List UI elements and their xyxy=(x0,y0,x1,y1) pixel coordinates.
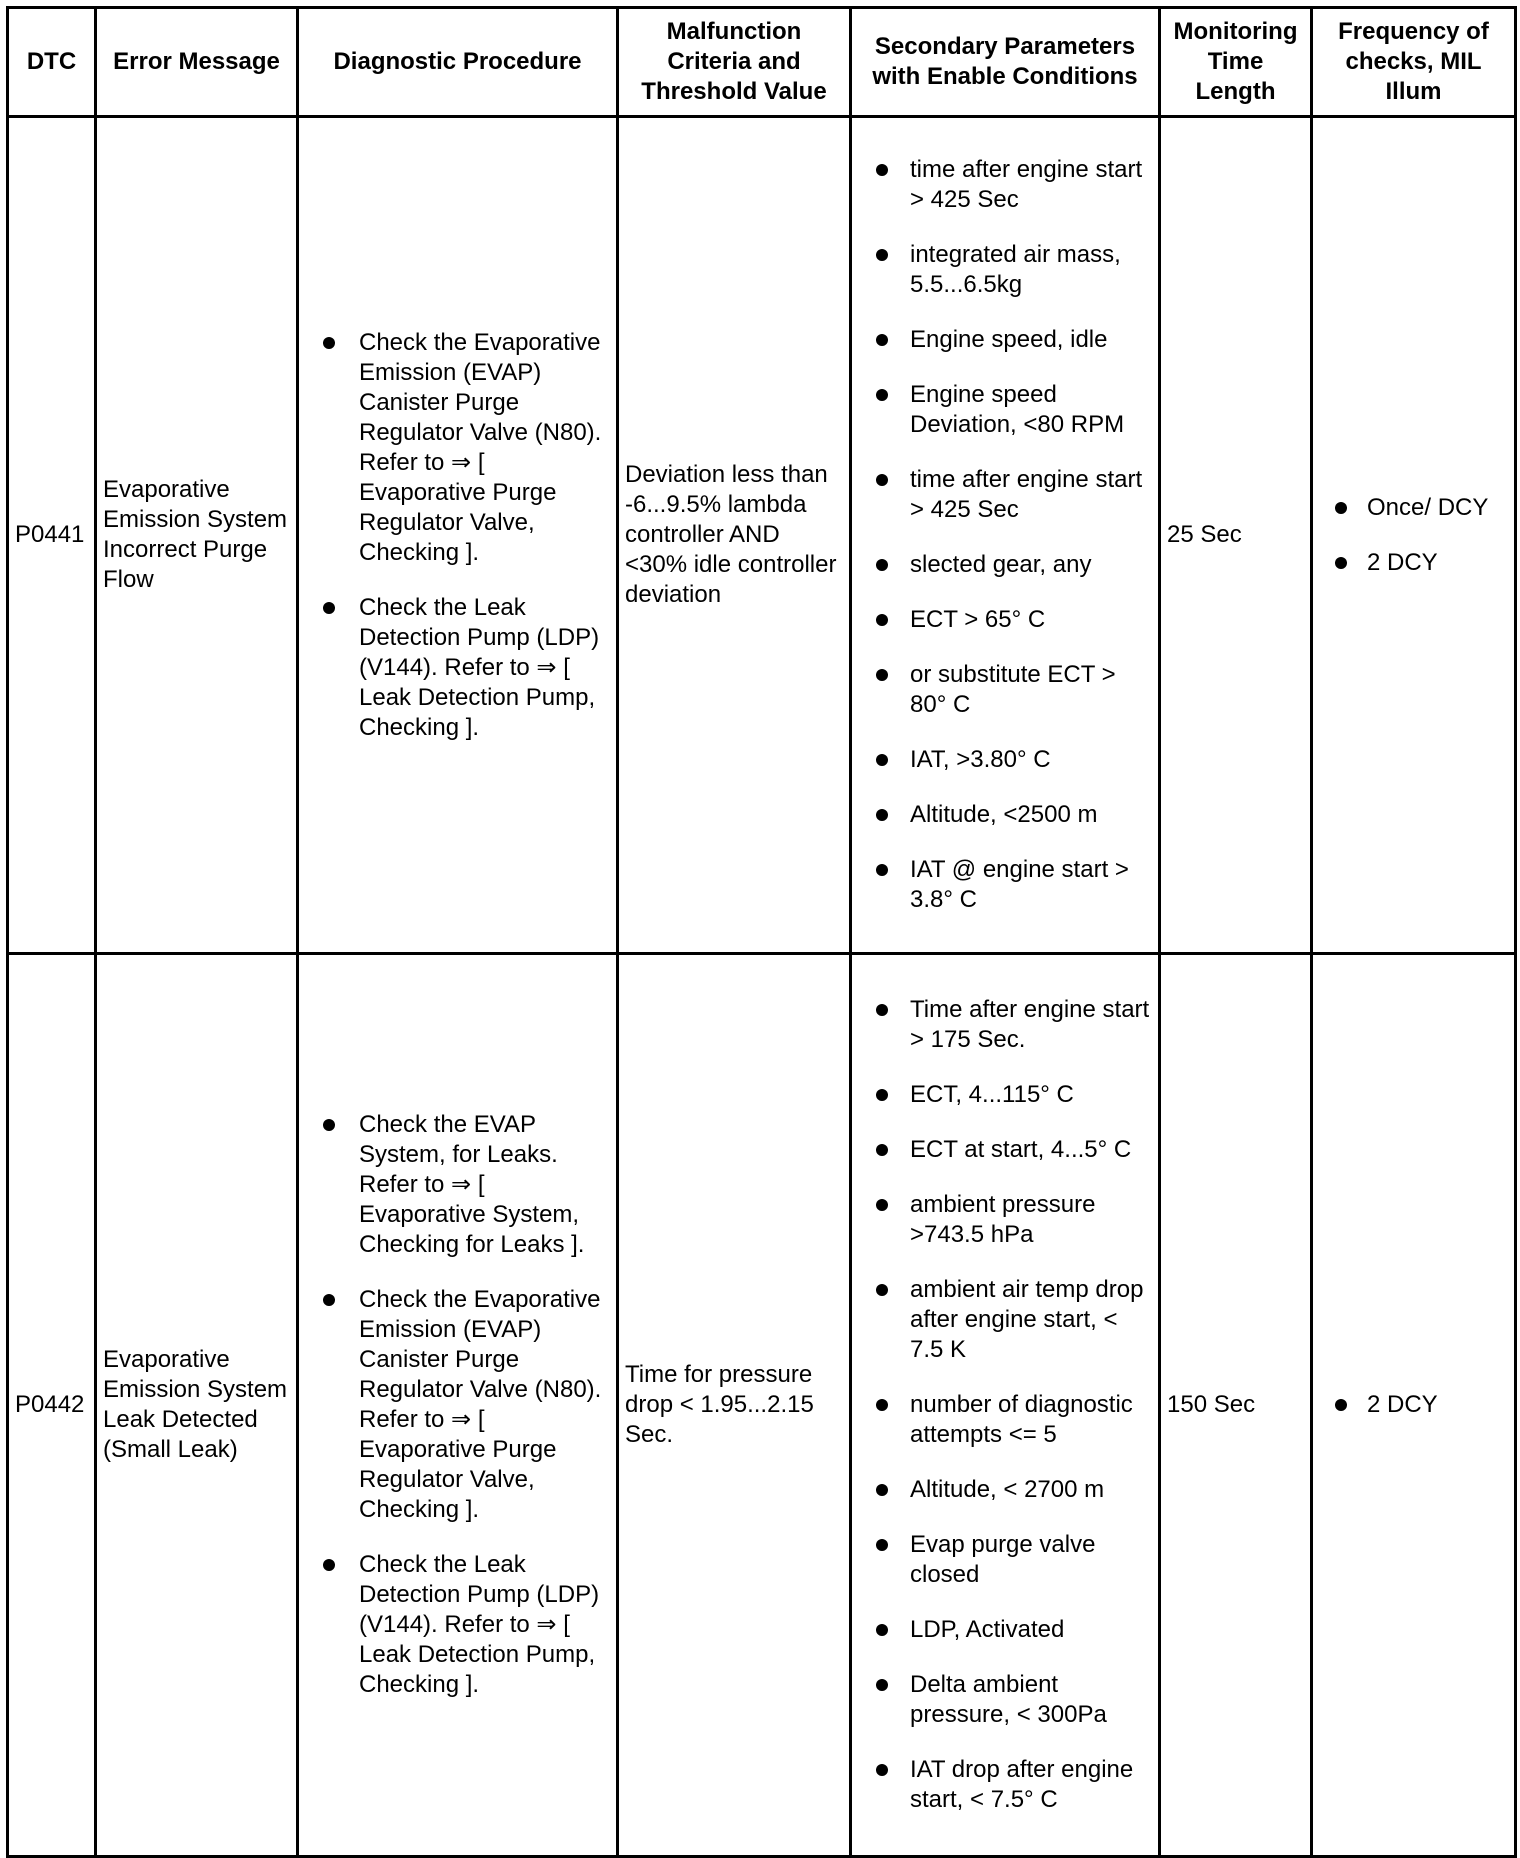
secondary-parameter-list xyxy=(858,995,1152,1815)
frequency-item: 2 DCY xyxy=(1331,548,1508,578)
header-frequency: Frequency of checks, MIL Illum xyxy=(1312,8,1516,117)
dtc-table xyxy=(6,6,1517,1858)
secondary-parameter: IAT drop after engine start, < 7.5° C xyxy=(872,1755,1152,1815)
secondary-parameter: Time after engine start > 175 Sec. xyxy=(872,995,1152,1055)
header-error-message: Error Message xyxy=(96,8,298,117)
frequency-item: Once/ DCY xyxy=(1331,493,1508,523)
secondary-parameter: ambient pressure >743.5 hPa xyxy=(872,1190,1152,1250)
document-page xyxy=(6,6,1514,1824)
secondary-parameter: time after engine start > 425 Sec xyxy=(872,465,1152,525)
monitoring-time: 25 Sec xyxy=(1160,117,1312,954)
procedure-item: Check the Leak Detection Pump (LDP) (V144). Refer to ⇒ [ Leak Detection Pump, Checking ]. xyxy=(319,593,610,743)
secondary-parameter: slected gear, any xyxy=(872,550,1152,580)
secondary-parameter: ECT > 65° C xyxy=(872,605,1152,635)
secondary-parameters-cell xyxy=(851,117,1160,954)
procedure-item: Check the Evaporative Emission (EVAP) Canister Purge Regulator Valve (N80). Refer to ⇒ [ Evaporative Purge Regulator Valve, Checking ]. xyxy=(319,1285,610,1525)
secondary-parameter-list xyxy=(858,155,1152,915)
secondary-parameter: LDP, Activated xyxy=(872,1615,1152,1645)
secondary-parameter: IAT @ engine start > 3.8° C xyxy=(872,855,1152,915)
diagnostic-procedure-cell xyxy=(298,117,618,954)
dtc-code: P0441 xyxy=(8,117,96,954)
header-malfunction-criteria: Malfunction Criteria and Threshold Value xyxy=(618,8,851,117)
secondary-parameters-cell xyxy=(851,954,1160,1857)
procedure-item: Check the Evaporative Emission (EVAP) Canister Purge Regulator Valve (N80). Refer to ⇒ [ Evaporative Purge Regulator Valve, Checking ]. xyxy=(319,328,610,568)
secondary-parameter: Altitude, < 2700 m xyxy=(872,1475,1152,1505)
malfunction-criteria: Deviation less than -6...9.5% lambda controller AND <30% idle controller deviation xyxy=(618,117,851,954)
table-header-row xyxy=(8,8,1516,117)
secondary-parameter: Engine speed, idle xyxy=(872,325,1152,355)
secondary-parameter: number of diagnostic attempts <= 5 xyxy=(872,1390,1152,1450)
frequency-item: 2 DCY xyxy=(1331,1390,1508,1420)
secondary-parameter: Evap purge valve closed xyxy=(872,1530,1152,1590)
header-diagnostic-procedure: Diagnostic Procedure xyxy=(298,8,618,117)
table-row xyxy=(8,954,1516,1857)
secondary-parameter: IAT, >3.80° C xyxy=(872,745,1152,775)
procedure-list xyxy=(305,1110,610,1700)
error-message: Evaporative Emission System Leak Detected (Small Leak) xyxy=(96,954,298,1857)
malfunction-criteria: Time for pressure drop < 1.95...2.15 Sec. xyxy=(618,954,851,1857)
procedure-list xyxy=(305,328,610,743)
monitoring-time: 150 Sec xyxy=(1160,954,1312,1857)
frequency-list xyxy=(1319,1390,1508,1420)
frequency-cell xyxy=(1312,954,1516,1857)
header-secondary-parameters: Secondary Parameters with Enable Conditions xyxy=(851,8,1160,117)
secondary-parameter: Delta ambient pressure, < 300Pa xyxy=(872,1670,1152,1730)
secondary-parameter: integrated air mass, 5.5...6.5kg xyxy=(872,240,1152,300)
secondary-parameter: Engine speed Deviation, <80 RPM xyxy=(872,380,1152,440)
header-dtc: DTC xyxy=(8,8,96,117)
error-message: Evaporative Emission System Incorrect Purge Flow xyxy=(96,117,298,954)
procedure-item: Check the Leak Detection Pump (LDP) (V144). Refer to ⇒ [ Leak Detection Pump, Checking ]. xyxy=(319,1550,610,1700)
secondary-parameter: ECT, 4...115° C xyxy=(872,1080,1152,1110)
secondary-parameter: or substitute ECT > 80° C xyxy=(872,660,1152,720)
secondary-parameter: time after engine start > 425 Sec xyxy=(872,155,1152,215)
procedure-item: Check the EVAP System, for Leaks. Refer to ⇒ [ Evaporative System, Checking for Leaks ]. xyxy=(319,1110,610,1260)
diagnostic-procedure-cell xyxy=(298,954,618,1857)
secondary-parameter: ambient air temp drop after engine start, < 7.5 K xyxy=(872,1275,1152,1365)
table-row xyxy=(8,117,1516,954)
dtc-code: P0442 xyxy=(8,954,96,1857)
secondary-parameter: Altitude, <2500 m xyxy=(872,800,1152,830)
frequency-list xyxy=(1319,493,1508,578)
header-monitoring-time: Monitoring Time Length xyxy=(1160,8,1312,117)
secondary-parameter: ECT at start, 4...5° C xyxy=(872,1135,1152,1165)
frequency-cell xyxy=(1312,117,1516,954)
